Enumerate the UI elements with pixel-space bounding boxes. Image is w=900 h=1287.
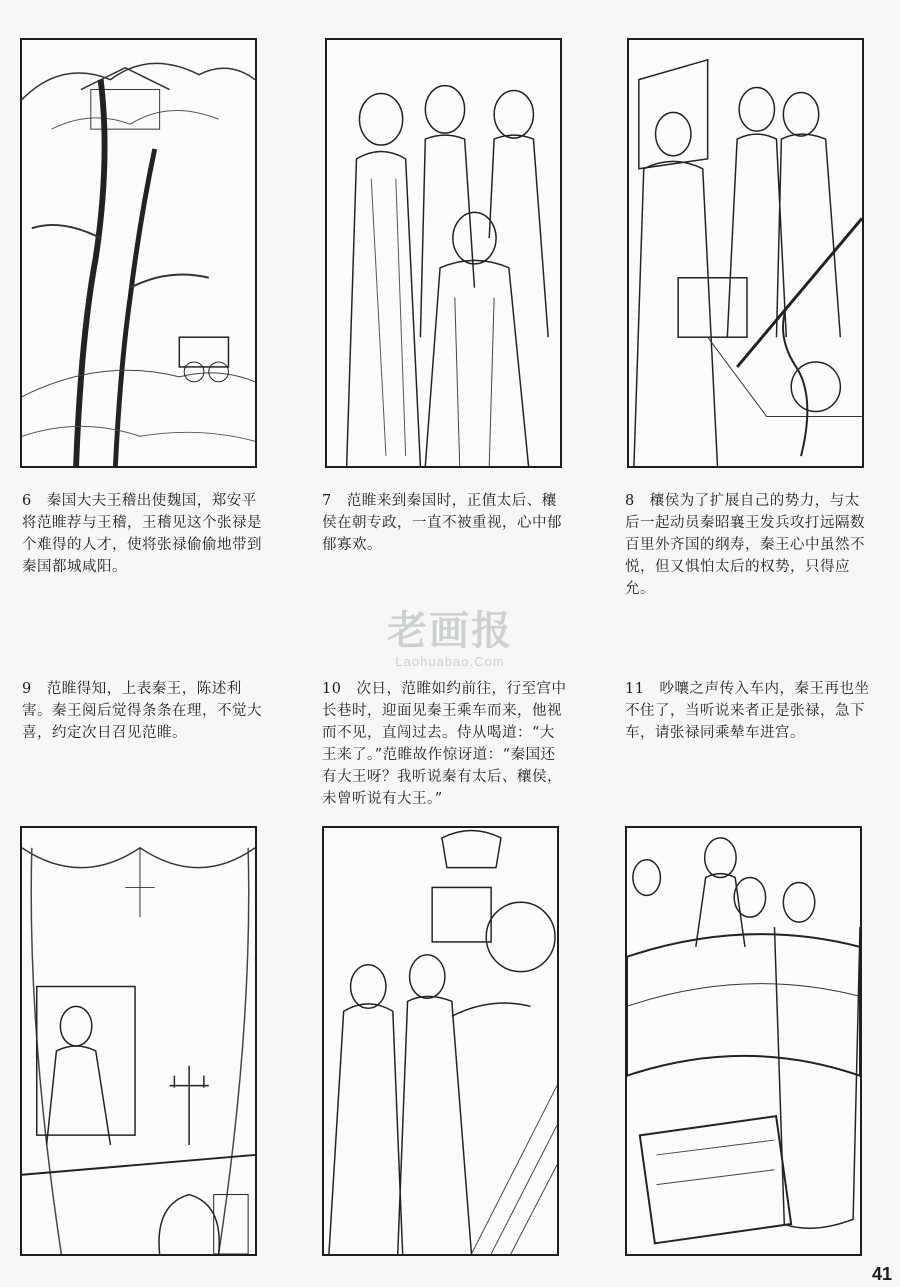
throne-room-illustration: [629, 40, 862, 466]
page-number: 41: [871, 1264, 892, 1284]
panel-illustration-6: [20, 38, 257, 468]
caption-7: 7 范睢来到秦国时，正值太后、穰侯在朝专政，一直不被重视，心中郁郁寡欢。: [322, 493, 562, 553]
caption-10: 10 次日，范睢如约前往，行至宫中长巷时，迎面见秦王乘车而来，他视而不见，直闯过去。侍从喝道：“大王来了。”范睢故作惊讶道：“秦国还有大王呀？我听说秦有太后、穰侯，未曾听说有大王。”: [322, 681, 567, 807]
caption-9: 9 范睢得知，上表秦王，陈述利害。秦王阅后觉得条条在理，不觉大喜，约定次日召见范睢。: [22, 681, 262, 741]
watermark-title: 老画报: [387, 607, 513, 654]
caption-11: 11 吵嚷之声传入车内，秦王再也坐不住了，当听说来者正是张禄，急下车，请张禄同乘辇车进宫。: [625, 681, 870, 741]
panel-illustration-8: [627, 38, 864, 468]
panel-illustration-7: [325, 38, 562, 468]
street-carriage-encounter-illustration: [324, 828, 557, 1254]
panel-illustration-9: [20, 826, 257, 1256]
watermark-url: Laohuabao.Com: [395, 654, 505, 669]
caption-8: 8 穰侯为了扩展自己的势力，与太后一起动员秦昭襄王发兵攻打远隔数百里外齐国的纲寿，秦王心中虽然不悦，但又惧怕太后的权势，只得应允。: [625, 493, 865, 597]
panel-illustration-11: [625, 826, 862, 1256]
royal-carriage-illustration: [627, 828, 860, 1254]
landscape-carriage-illustration: [22, 40, 255, 466]
panel-illustration-10: [322, 826, 559, 1256]
watermark: [365, 608, 535, 669]
study-room-illustration: [22, 828, 255, 1254]
court-officials-illustration: [327, 40, 560, 466]
caption-6: 6 秦国大夫王稽出使魏国，郑安平将范睢荐与王稽，王稽见这个张禄是个难得的人才，使将张禄偷偷地带到秦国都城咸阳。: [22, 493, 262, 575]
